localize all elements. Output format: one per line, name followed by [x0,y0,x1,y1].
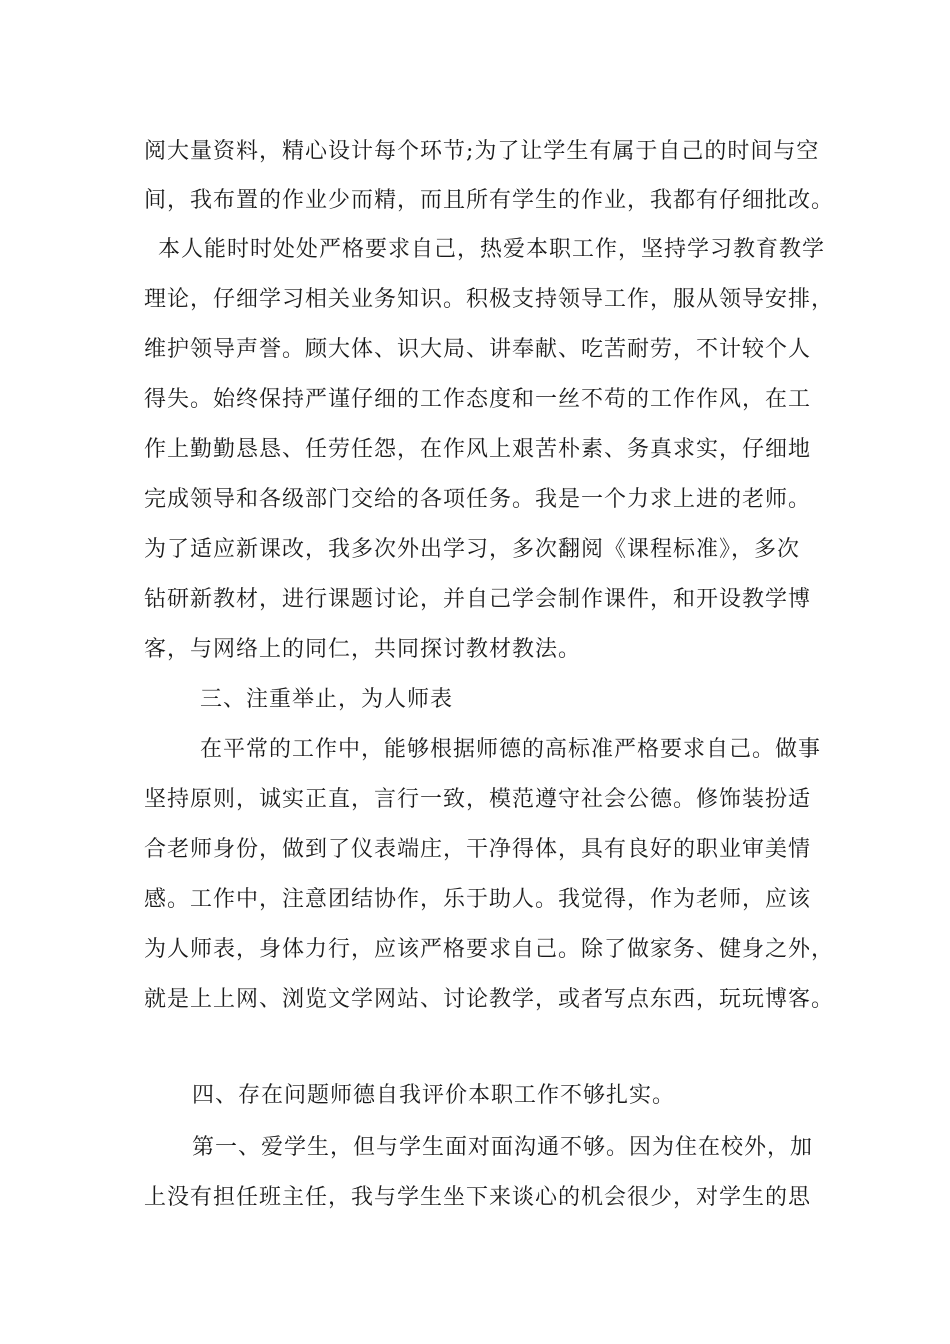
text-line: 理论，仔细学习相关业务知识。积极支持领导工作，服从领导安排， [144,287,835,312]
text-line: 上没有担任班主任，我与学生坐下来谈心的机会很少，对学生的思 [144,1185,812,1210]
text-line: 完成领导和各级部门交给的各项任务。我是一个力求上进的老师。 [144,487,812,512]
text-line: 合老师身份，做到了仪表端庄，干净得体，具有良好的职业审美情 [144,837,812,862]
text-line: 得失。始终保持严谨仔细的工作态度和一丝不苟的工作作风，在工 [144,387,812,412]
text-line: 间，我布置的作业少而精，而且所有学生的作业，我都有仔细批改。 [144,188,835,213]
text-line: 为人师表，身体力行，应该严格要求自己。除了做家务、健身之外， [144,937,835,962]
text-line: 客，与网络上的同仁，共同探讨教材教法。 [144,637,582,662]
text-line: 在平常的工作中，能够根据师德的高标准严格要求自己。做事 [200,737,822,762]
text-line: 钻研新教材，进行课题讨论，并自己学会制作课件，和开设教学博 [144,587,812,612]
text-line: 就是上上网、浏览文学网站、讨论教学，或者写点东西，玩玩博客。 [144,987,835,1012]
text-line: 坚持原则，诚实正直，言行一致，模范遵守社会公德。修饰装扮适 [144,787,812,812]
text-line: 为了适应新课改，我多次外出学习，多次翻阅《课程标准》，多次 [144,537,801,562]
text-line: 作上勤勤恳恳、任劳任怨，在作风上艰苦朴素、务真求实，仔细地 [144,437,812,462]
text-line: 感。工作中，注意团结协作，乐于助人。我觉得，作为老师，应该 [144,887,812,912]
text-line: 本人能时时处处严格要求自己，热爱本职工作，坚持学习教育教学 [158,237,826,262]
text-line: 维护领导声誉。顾大体、识大局、讲奉献、吃苦耐劳，不计较个人 [144,337,812,362]
section-heading: 四、存在问题师德自我评价本职工作不够扎实。 [192,1083,676,1108]
text-line: 阅大量资料，精心设计每个环节;为了让学生有属于自己的时间与空 [144,139,820,164]
text-line: 第一、爱学生，但与学生面对面沟通不够。因为住在校外，加 [192,1135,814,1160]
section-heading: 三、注重举止，为人师表 [200,687,454,712]
